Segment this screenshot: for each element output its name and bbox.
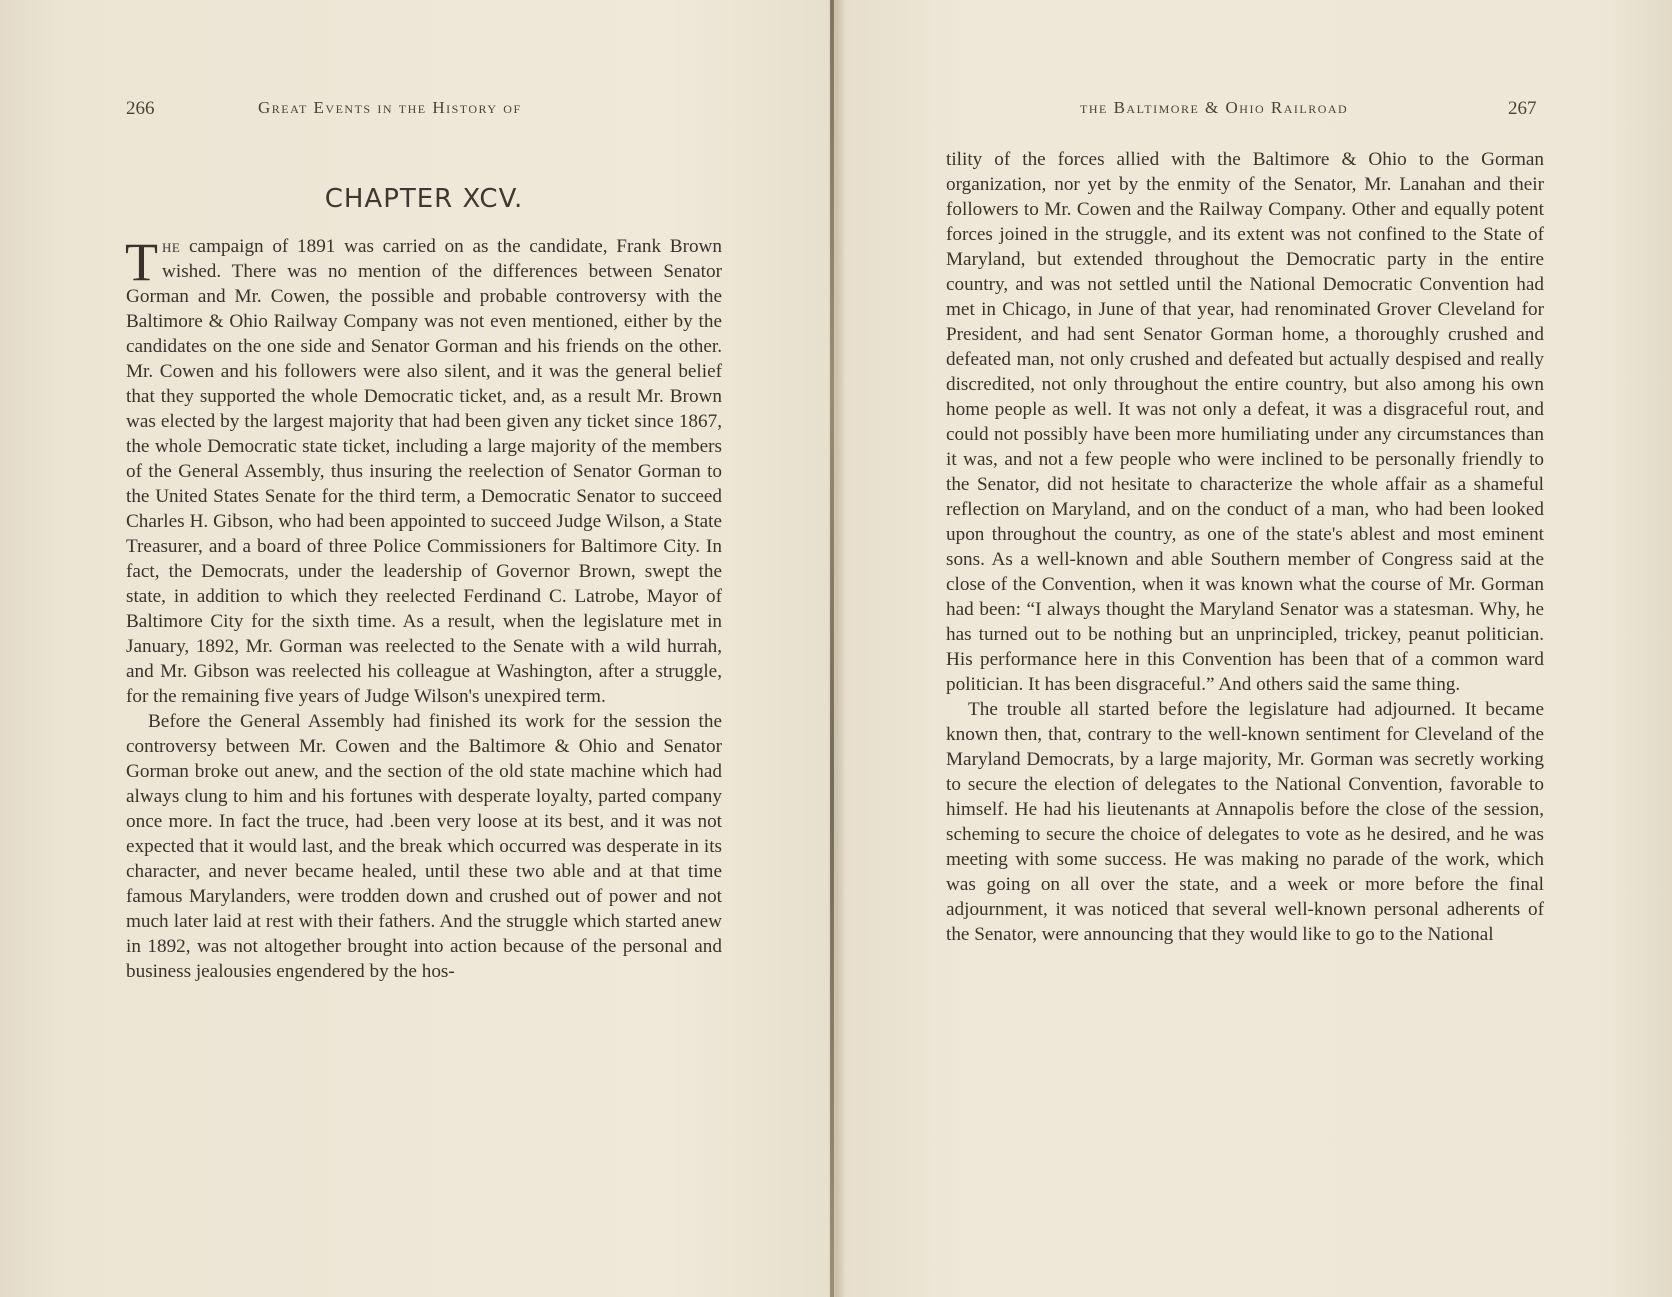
drop-cap: T bbox=[125, 232, 158, 292]
right-page-number: 267 bbox=[1508, 98, 1537, 119]
left-paragraph-1 bbox=[126, 234, 722, 709]
right-page-body bbox=[946, 147, 1544, 947]
right-paragraph-1: tility of the forces allied with the Baltimore & Ohio to the Gorman organization, nor yet by the enmity of the Senator, Mr. Lanahan and their followers to Mr. Cowen and the Railway Company. Other and equally potent forces joined in the struggle, and its extent was not confined to the State of Maryland, but extended throughout the Democratic party in the entire country, and was not settled until the National Democratic Convention had met in Chicago, in June of that year, had renominated Grover Cleveland for President, and had sent Senator Gorman home, a thoroughly crushed and defeated man, not only crushed and defeated but actually despised and really discredited, not only throughout the entire country, but also among his own home people as well. It was not only a defeat, it was a disgraceful rout, and could not possibly have been more humiliating under any circumstances than it was, and not a few people who were inclined to be personally friendly to the Senator, did not hesitate to characterize the whole affair as a shameful reflection on Maryland, and on the conduct of a man, who had been looked upon throughout the country, as one of the state's ablest and most eminent sons. As a well-known and able Southern member of Congress said at the close of the Convention, when it was known what the course of Mr. Gorman had been: “I always thought the Maryland Senator was a statesman. Why, he has turned out to be nothing but an unprincipled, trickey, peanut politician. His performance here in this Convention has been that of a common ward politician. It has been disgraceful.” And others said the same thing. bbox=[946, 149, 1544, 695]
first-word-rest: he bbox=[162, 236, 181, 257]
left-page-body bbox=[126, 234, 722, 984]
left-paragraph-1-text: campaign of 1891 was carried on as the candidate, Frank Brown wished. There was no mention of the differences between Senator Gorman and Mr. Cowen, the possible and probable controversy with the Baltimore & Ohio Railway Company was not even mentioned, either by the candidates on the one side and Senator Gorman and his friends on the other. Mr. Cowen and his followers were also silent, and it was the general belief that they supported the whole Democratic ticket, and, as a result Mr. Brown was elected by the largest majority that had been given any ticket since 1867, the whole Democratic state ticket, including a large majority of the members of the General Assembly, thus insuring the reelection of Senator Gorman to the United States Senate for the third term, a Democratic Senator to succeed Charles H. Gibson, who had been appointed to succeed Judge Wilson, a State Treasurer, and a board of three Police Commissioners for Baltimore City. In fact, the Democrats, under the leadership of Governor Brown, swept the state, in addition to which they reelected Ferdinand C. Latrobe, Mayor of Baltimore City for the sixth time. As a result, when the legislature met in January, 1892, Mr. Gorman was reelected to the Senate with a wild hurrah, and Mr. Gibson was reelected his colleague at Washington, after a struggle, for the remaining five years of Judge Wilson's unexpired term. bbox=[126, 236, 722, 707]
left-paragraph-2: Before the General Assembly had finished its work for the session the controversy between Mr. Cowen and the Baltimore & Ohio and Senator Gorman broke out anew, and the section of the old state machine which had always clung to him and his fortunes with desperate loyalty, parted company once more. In fact the truce, had .been very loose at its best, and it was not expected that it would last, and the break which occurred was desperate in its character, and never became healed, until these two able and at that time famous Marylanders, were trodden down and crushed out of power and not much later laid at rest with their fathers. And the struggle which started anew in 1892, was not altogether brought into action because of the personal and business jealousies engendered by the hos- bbox=[126, 711, 722, 982]
right-page bbox=[834, 0, 1672, 1297]
left-page-number: 266 bbox=[126, 98, 155, 119]
left-running-head: Great Events in the History of bbox=[258, 98, 522, 117]
right-running-head: the Baltimore & Ohio Railroad bbox=[1080, 98, 1349, 117]
chapter-title: CHAPTER XCV. bbox=[324, 184, 524, 214]
right-paragraph-2: The trouble all started before the legislature had adjourned. It became known then, that, contrary to the well-known sentiment for Cleveland of the Maryland Democrats, by a large majority, Mr. Gorman was secretly working to secure the election of delegates to the National Convention, favorable to himself. He had his lieutenants at Annapolis before the close of the session, scheming to secure the choice of delegates to vote as he desired, and he was meeting with some success. He was making no parade of the work, which was going on all over the state, and a week or more before the final adjournment, it was noticed that several well-known personal adherents of the Senator, were announcing that they would like to go to the National bbox=[946, 699, 1544, 945]
left-page bbox=[0, 0, 830, 1297]
